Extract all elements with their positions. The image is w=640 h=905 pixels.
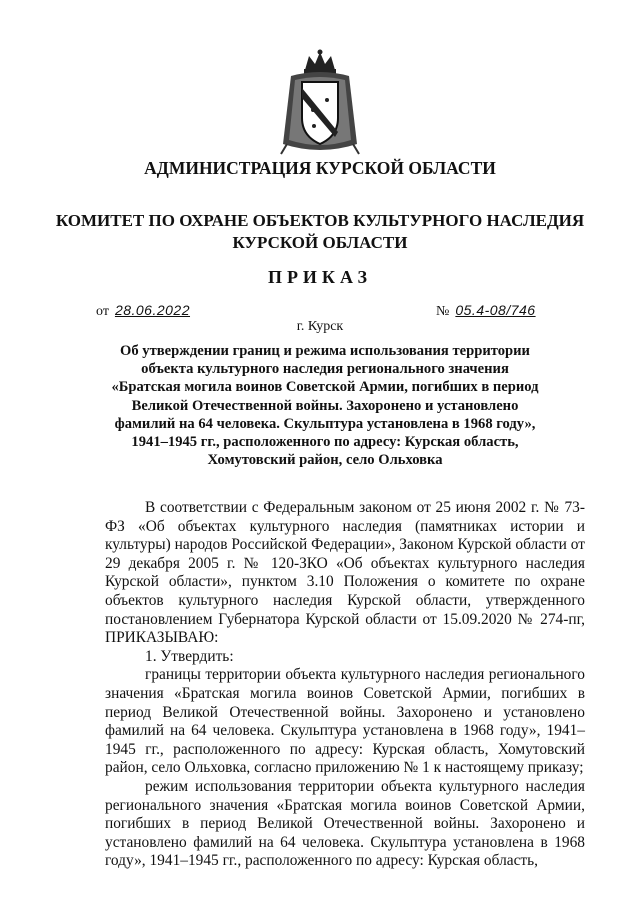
date-prefix: от xyxy=(96,304,109,319)
body-paragraph: режим использования территории объекта культурного наследия регионального значения «Братская могила воинов Советской Армии, погибших в период Великой Отечественной войны. Захоронено и установлено фамилий на 64 человека. Скульптура установлена в 1968 году», 1941–1945 гг., расположенного по адресу: Курская область, xyxy=(105,777,585,870)
body-paragraph: границы территории объекта культурного наследия регионального значения «Братская могила воинов Советской Армии, погибших в период Великой Отечественной войны. Захоронено и установлено фамилий на 64 человека. Скульптура установлена в 1968 году», 1941–1945 гг., расположенного по адресу: Курская область, Хомутовский район, село Ольховка, согласно приложению № 1 к настоящему приказу; xyxy=(105,666,585,777)
city: г. Курск xyxy=(296,319,344,334)
number-prefix: № xyxy=(436,304,450,319)
committee-title xyxy=(0,210,640,254)
organization-title: АДМИНИСТРАЦИЯ КУРСКОЙ ОБЛАСТИ xyxy=(144,158,496,178)
kursk-coat-of-arms-icon xyxy=(277,48,363,158)
body-paragraph: 1. Утвердить: xyxy=(145,647,234,665)
document-type: ПРИКАЗ xyxy=(267,267,373,287)
number-value: 05.4-08/746 xyxy=(455,302,536,318)
order-subject: Об утверждении границ и режима использования территории объекта культурного наследия регионального значения «Братская могила воинов Советской Армии, погибших в период Великой Отечественной войны. Захоронено и установлено фамилий на 64 человека. Скульптура установлена в 1968 году», 1941–1945 гг., расположенного по адресу: Курская область, Хомутовский район, село Ольховка xyxy=(111,343,539,469)
committee-title-line2: КУРСКОЙ ОБЛАСТИ xyxy=(232,233,408,252)
committee-title-line1: КОМИТЕТ ПО ОХРАНЕ ОБЪЕКТОВ КУЛЬТУРНОГО НАСЛЕДИЯ xyxy=(55,211,585,230)
order-number xyxy=(436,302,536,320)
date-value: 28.06.2022 xyxy=(114,302,191,318)
order-date xyxy=(96,302,190,320)
body-paragraph: В соответствии с Федеральным законом от 25 июня 2002 г. № 73-ФЗ «Об объектах культурного наследия (памятниках истории и культуры) народов Российской Федерации», Законом Курской области от 29 декабря 2005 г. № 120-ЗКО «Об объектах культурного наследия Курской области», пунктом 3.10 Положения о комитете по охране объектов культурного наследия Курской области, утвержденного постановлением Губернатора Курской области от 15.09.2020 № 274-пг, ПРИКАЗЫВАЮ: xyxy=(105,499,585,647)
order-body xyxy=(105,499,585,871)
